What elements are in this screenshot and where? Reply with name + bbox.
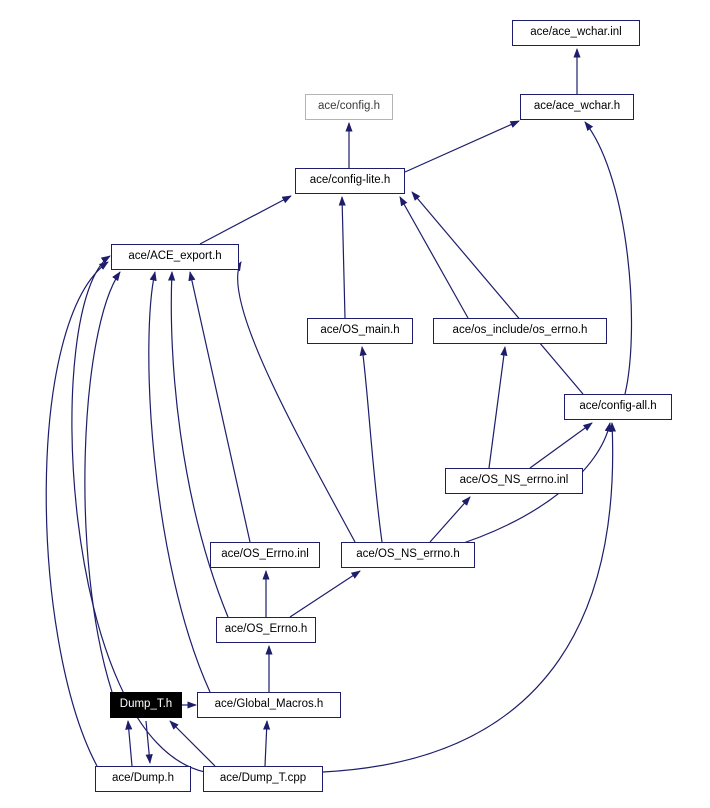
node-ace-dump-t-cpp[interactable] [203,766,323,792]
node-label: ace/ACE_export.h [128,250,222,263]
node-ace-config-lite-h[interactable] [295,168,405,194]
node-ace-os-errno-h[interactable] [216,617,316,643]
node-ace-os-ns-errno-inl[interactable] [445,468,583,494]
node-label: ace/config-all.h [579,400,657,413]
node-ace-ace-export-h[interactable] [111,244,239,270]
node-ace-os-main-h[interactable] [307,318,413,344]
node-label: ace/ace_wchar.inl [530,26,622,39]
node-ace-os-errno-inl[interactable] [210,542,320,568]
node-ace-dump-h[interactable] [95,766,191,792]
node-ace-config-all-h[interactable] [564,394,672,420]
node-ace-ace-wchar-inl[interactable] [512,20,640,46]
node-label: ace/config-lite.h [309,174,391,187]
node-ace-os-include-os-errno-h[interactable] [433,318,607,344]
node-label: Dump_T.h [119,698,173,711]
node-ace-config-h[interactable] [305,94,393,120]
node-dump-t-h[interactable] [110,692,182,718]
node-ace-os-ns-errno-h[interactable] [341,542,475,568]
node-label: ace/OS_Errno.h [224,623,308,636]
node-label: ace/os_include/os_errno.h [452,324,588,337]
node-ace-ace-wchar-h[interactable] [520,94,634,120]
node-label: ace/Dump_T.cpp [219,772,307,785]
node-ace-global-macros-h[interactable] [197,692,341,718]
node-label: ace/OS_NS_errno.inl [459,474,569,487]
node-label: ace/Global_Macros.h [214,698,324,711]
node-label: ace/OS_main.h [320,324,400,337]
node-label: ace/OS_Errno.inl [221,548,309,561]
node-label: ace/Dump.h [111,772,174,785]
node-label: ace/config.h [317,100,380,113]
node-label: ace/ace_wchar.h [533,100,621,113]
node-label: ace/OS_NS_errno.h [356,548,460,561]
